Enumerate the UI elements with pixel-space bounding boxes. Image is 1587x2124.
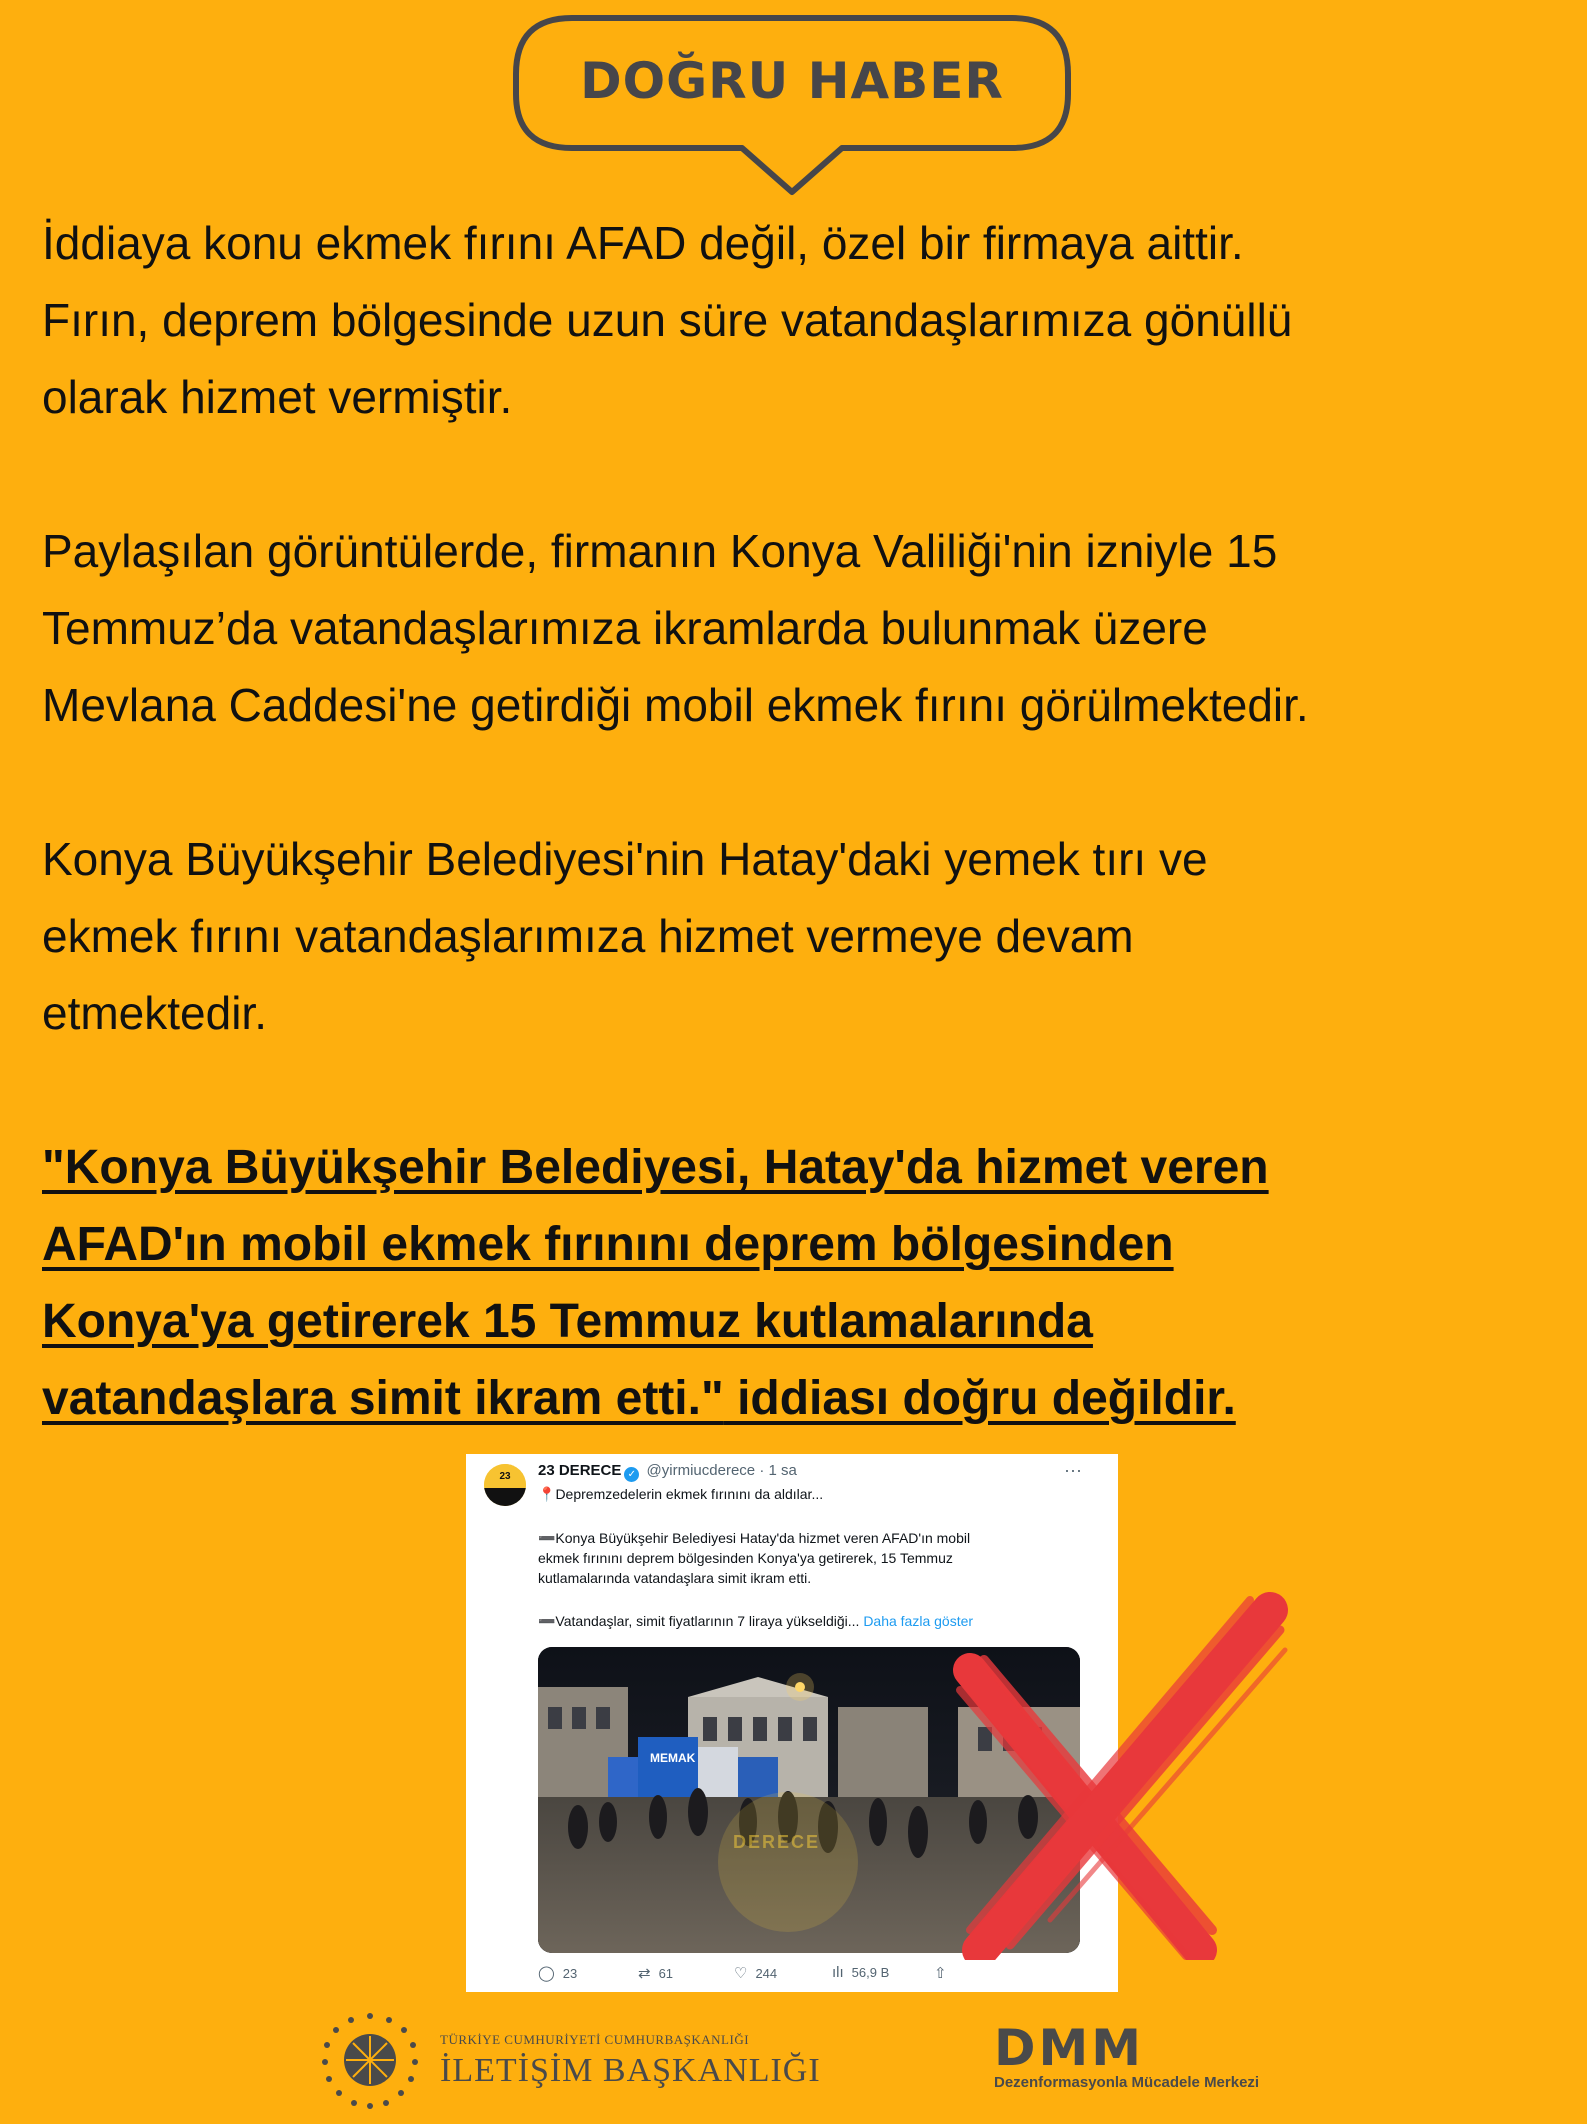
verified-badge-icon: ✓ [624,1467,639,1482]
pin-icon: 📍 [538,1486,556,1502]
tweet-text: ➖Vatandaşlar, simit fiyatlarının 7 liraya yükseldiği... [538,1613,860,1629]
text-line: İddiaya konu ekmek fırını AFAD değil, özel bir firmaya aittir. [42,217,1244,269]
tweet-handle: @yirmiucderece [646,1462,756,1479]
like-button[interactable] [734,1964,777,1982]
tweet-line: ➖Konya Büyükşehir Belediyesi Hatay'da hizmet veren AFAD'ın mobil [538,1530,971,1546]
reply-icon: ◯ [538,1965,555,1982]
iletisim-baskanligi-logo [318,2008,821,2108]
tweet-text: Depremzedelerin ekmek fırınını da aldılar... [555,1486,824,1502]
text-line: Temmuz’da vatandaşlarımıza ikramlarda bulunmak üzere [42,602,1208,654]
views-count: 56,9 B [851,1965,890,1980]
retweet-icon: ⇄ [638,1965,651,1982]
memak-sign: MEMAK [650,1751,696,1765]
article-body [42,205,1562,1437]
text-line: Paylaşılan görüntülerde, firmanın Konya Valiliği'nin izniyle 15 [42,525,1278,577]
tweet-line: ekmek fırınını deprem bölgesinden Konya'ya getirerek, 15 Temmuz [538,1550,953,1566]
avatar-text: 23 [484,1464,526,1490]
heart-icon: ♡ [734,1965,748,1982]
tweet-time: 1 sa [768,1462,797,1479]
share-button[interactable] [934,1964,955,1982]
gov-title: İLETİŞİM BAŞKANLIĞI [440,2052,821,2089]
reply-button[interactable] [538,1964,577,1982]
dmm-subtitle: Dezenformasyonla Mücadele Merkezi [994,2074,1260,2091]
views-bar-chart-icon: ılı [832,1964,844,1981]
red-cross-icon [950,1590,1290,1960]
tweet-line [538,1611,973,1631]
watermark: DERECE [733,1832,821,1852]
text-line: Mevlana Caddesi'ne getirdiği mobil ekmek fırını görülmektedir. [42,679,1309,731]
badge-title: DOĞRU HABER [580,52,1004,110]
verdict-text: iddiası doğru değildir. [723,1372,1236,1425]
doğru-haber-badge [512,14,1072,204]
retweet-count: 61 [658,1966,674,1981]
emblem-icon [318,2008,422,2112]
views-button[interactable] [832,1964,889,1981]
claim-line: "Konya Büyükşehir Belediyesi, Hatay'da hizmet veren [42,1141,1269,1194]
separator: · [759,1462,765,1479]
text-line: olarak hizmet vermiştir. [42,371,513,423]
dmm-wordmark: DMM [994,2019,1145,2077]
claim-line: vatandaşlara simit ikram etti." [42,1372,724,1425]
tweet-actions [538,1964,1078,1984]
tweet-author-name: 23 DERECE [538,1462,622,1479]
text-line: Fırın, deprem bölgesinde uzun süre vatandaşlarımıza gönüllü [42,294,1293,346]
claim-statement [42,1129,1562,1437]
more-options-icon: ··· [1064,1460,1082,1480]
tweet-line [538,1484,823,1504]
show-more-link: Daha fazla göster [863,1613,974,1629]
paragraph-3 [42,821,1562,1052]
tweet-line: kutlamalarında vatandaşlara simit ikram etti. [538,1570,812,1586]
paragraph-1 [42,205,1562,436]
claim-line: AFAD'ın mobil ekmek fırınını deprem bölgesinden [42,1218,1174,1271]
reply-count: 23 [562,1966,578,1981]
text-line: etmektedir. [42,987,267,1039]
claim-line: Konya'ya getirerek 15 Temmuz kutlamalarında [42,1295,1093,1348]
paragraph-2 [42,513,1562,744]
avatar [484,1464,526,1506]
retweet-button[interactable] [638,1964,673,1982]
gov-subtitle: TÜRKİYE CUMHURİYETİ CUMHURBAŞKANLIĞI [440,2032,750,2047]
text-line: ekmek fırını vatandaşlarımıza hizmet vermeye devam [42,910,1134,962]
tweet-header [538,1462,797,1482]
like-count: 244 [755,1966,778,1981]
text-line: Konya Büyükşehir Belediyesi'nin Hatay'daki yemek tırı ve [42,833,1208,885]
dmm-logo [994,2019,1284,2096]
share-icon: ⇧ [934,1965,947,1982]
